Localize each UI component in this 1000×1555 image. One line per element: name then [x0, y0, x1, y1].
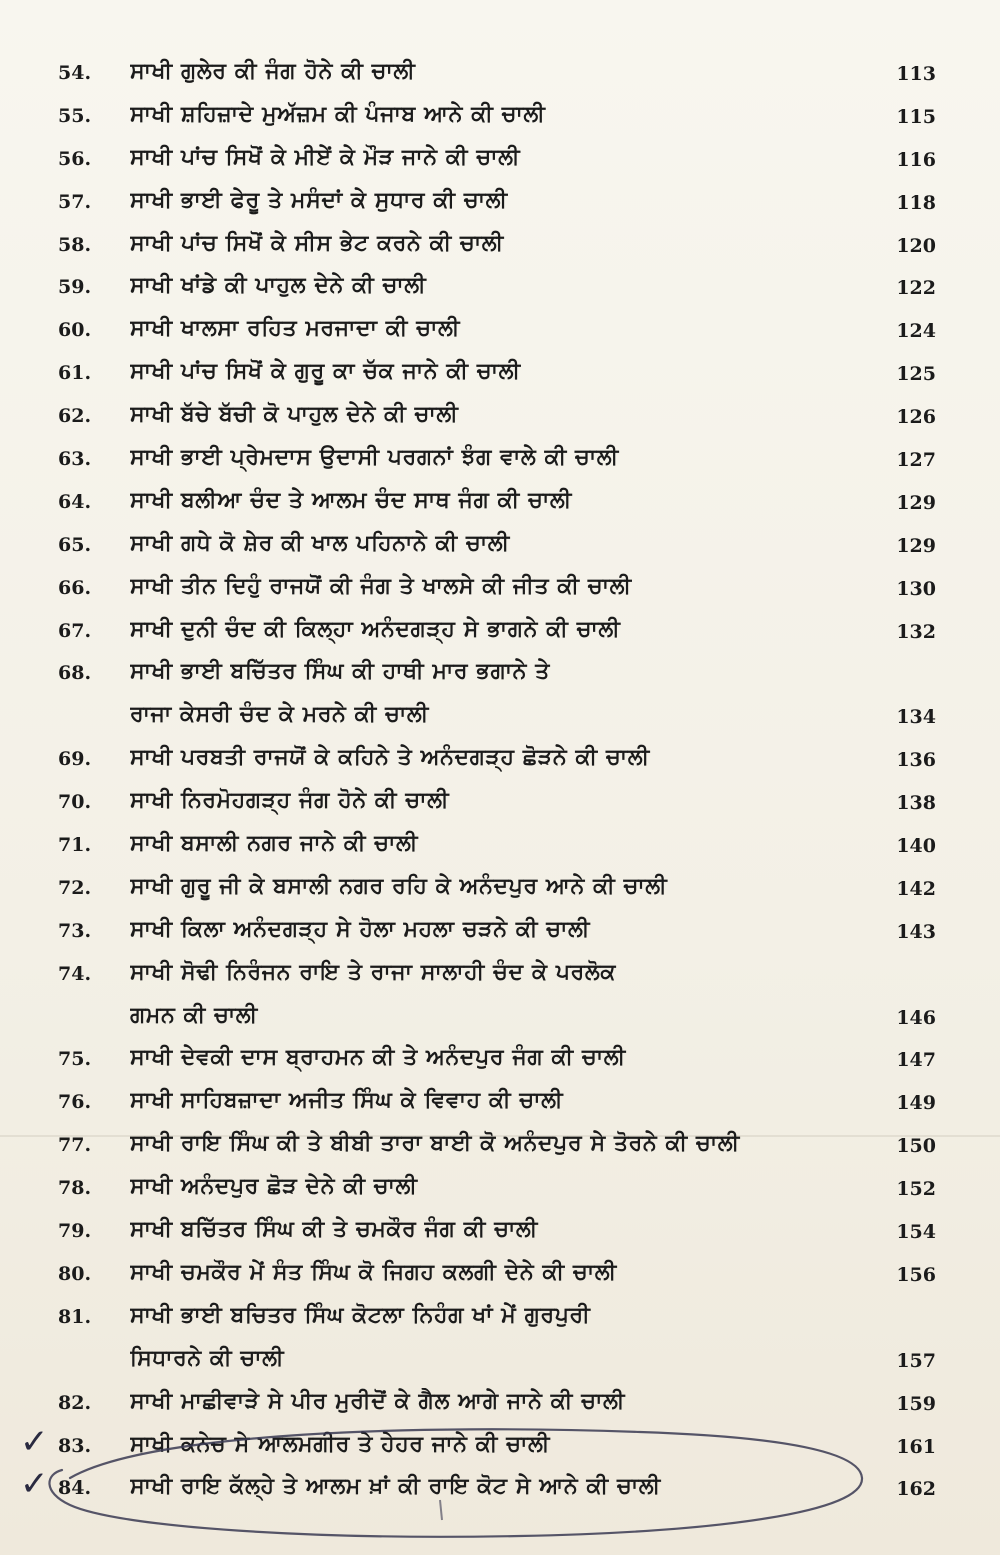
entry-page-number: 146 — [896, 1006, 936, 1029]
entry-number: 61. — [58, 362, 92, 385]
entry-number: 65. — [58, 533, 92, 556]
entry-number: 75. — [58, 1048, 92, 1071]
entry-page-number: 150 — [896, 1135, 936, 1158]
entry-title: ਸਾਖੀ ਚਮਕੌਰ ਮੇਂ ਸੰਤ ਸਿੰਘ ਕੋ ਜਿਗਹ ਕਲਗੀ ਦੇਨੇ ਕੀ ਚਾਲੀ — [130, 1259, 617, 1285]
toc-entry — [0, 652, 1000, 738]
entry-page-number: 126 — [896, 406, 936, 429]
entry-title: ਸਾਖੀ ਪਰਬਤੀ ਰਾਜਯੋਂ ਕੇ ਕਹਿਨੇ ਤੇ ਅਨੰਦਗੜ੍ਹ ਛੋੜਨੇ ਕੀ ਚਾਲੀ — [130, 745, 650, 771]
entry-number: 71. — [58, 834, 92, 857]
entry-title: ਸਾਖੀ ਬੱਚੇ ਬੱਚੀ ਕੋ ਪਾਹੁਲ ਦੇਨੇ ਕੀ ਚਾਲੀ — [130, 402, 459, 428]
entry-title: ਸਾਖੀ ਰਾਇ ਸਿੰਘ ਕੀ ਤੇ ਬੀਬੀ ਤਾਰਾ ਬਾਈ ਕੋ ਅਨੰਦਪੁਰ ਸੇ ਤੋਰਨੇ ਕੀ ਚਾਲੀ — [130, 1131, 740, 1157]
entry-number: 77. — [58, 1134, 92, 1157]
entry-page-number: 124 — [896, 320, 936, 343]
toc-entry-line — [0, 738, 1000, 781]
entry-title: ਸਾਖੀ ਖਾਂਡੇ ਕੀ ਪਾਹੁਲ ਦੇਨੇ ਕੀ ਚਾਲੀ — [130, 273, 427, 299]
entry-page-number: 116 — [896, 148, 936, 171]
entry-number: 84. — [58, 1477, 92, 1500]
entry-page-number: 140 — [896, 835, 936, 858]
entry-number: 66. — [58, 576, 92, 599]
toc-entry-line — [0, 95, 1000, 138]
entry-number: 69. — [58, 748, 92, 771]
entry-page-number: 142 — [896, 877, 936, 900]
toc-entry — [0, 1081, 1000, 1124]
toc-entry-line — [0, 1167, 1000, 1210]
toc-entry — [0, 395, 1000, 438]
entry-page-number: 147 — [896, 1049, 936, 1072]
toc-entry — [0, 481, 1000, 524]
entry-title: ਸਾਖੀ ਬਲੀਆ ਚੰਦ ਤੇ ਆਲਮ ਚੰਦ ਸਾਥ ਜੰਗ ਕੀ ਚਾਲੀ — [130, 487, 572, 513]
toc-entry-line — [0, 524, 1000, 567]
entry-page-number: 138 — [896, 792, 936, 815]
toc-entry-line — [0, 52, 1000, 95]
entry-title: ਸਾਖੀ ਗੁਰੂ ਜੀ ਕੇ ਬਸਾਲੀ ਨਗਰ ਰਹਿ ਕੇ ਅਨੰਦਪੁਰ ਆਨੇ ਕੀ ਚਾਲੀ — [130, 873, 668, 899]
entry-title: ਸਾਖੀ ਗੁਲੇਰ ਕੀ ਜੰਗ ਹੋਨੇ ਕੀ ਚਾਲੀ — [130, 59, 416, 84]
toc-entry-line — [0, 1253, 1000, 1296]
entry-number: 55. — [58, 104, 92, 127]
entry-number: 72. — [58, 876, 92, 899]
entry-number: 59. — [58, 276, 92, 299]
handwritten-check-icon: ✓ — [20, 1421, 49, 1462]
toc-entry — [0, 738, 1000, 781]
entry-title: ਸਾਖੀ ਅਨੰਦਪੁਰ ਛੋੜ ਦੇਨੇ ਕੀ ਚਾਲੀ — [130, 1174, 418, 1200]
toc-entry-line — [0, 1124, 1000, 1167]
toc-entry-line — [0, 567, 1000, 610]
entry-title: ਸਾਖੀ ਕਨੇਚ ਸੇ ਆਲਮਗੀਰ ਤੇ ਹੇਹਰ ਜਾਨੇ ਕੀ ਚਾਲੀ — [130, 1431, 551, 1457]
toc-entry-line — [0, 224, 1000, 267]
entry-number: 80. — [58, 1262, 92, 1285]
toc-entry-line — [0, 438, 1000, 481]
entry-page-number: 132 — [896, 620, 936, 643]
entry-number: 79. — [58, 1220, 92, 1243]
entry-title: ਰਾਜਾ ਕੇਸਰੀ ਚੰਦ ਕੇ ਮਰਨੇ ਕੀ ਚਾਲੀ — [130, 702, 429, 728]
entry-title: ਸਾਖੀ ਗਧੇ ਕੋ ਸ਼ੇਰ ਕੀ ਖਾਲ ਪਹਿਨਾਨੇ ਕੀ ਚਾਲੀ — [130, 530, 510, 556]
toc-entry — [0, 524, 1000, 567]
entry-title: ਸਾਖੀ ਨਿਰਮੋਹਗੜ੍ਹ ਜੰਗ ਹੋਨੇ ਕੀ ਚਾਲੀ — [130, 788, 450, 814]
toc-entry-line — [0, 1339, 1000, 1382]
entry-number: 78. — [58, 1177, 92, 1200]
entry-page-number: 115 — [896, 105, 936, 128]
entry-page-number: 113 — [896, 63, 936, 85]
toc-entry — [0, 953, 1000, 1039]
toc-entry-line — [0, 652, 1000, 695]
entry-number: 57. — [58, 190, 92, 213]
entry-title: ਸਾਖੀ ਦੁਨੀ ਚੰਦ ਕੀ ਕਿਲ੍ਹਾ ਅਨੰਦਗੜ੍ਹ ਸੇ ਭਾਗਨੇ ਕੀ ਚਾਲੀ — [130, 616, 621, 642]
entry-title: ਗਮਨ ਕੀ ਚਾਲੀ — [130, 1002, 258, 1028]
entry-number: 54. — [58, 62, 92, 84]
entry-number: 58. — [58, 233, 92, 256]
entry-title: ਸਾਖੀ ਬਚਿੱਤਰ ਸਿੰਘ ਕੀ ਤੇ ਚਮਕੌਰ ਜੰਗ ਕੀ ਚਾਲੀ — [130, 1217, 539, 1243]
entry-title: ਸਾਖੀ ਮਾਛੀਵਾੜੇ ਸੇ ਪੀਰ ਮੁਰੀਦੋਂ ਕੇ ਗੈਲ ਆਗੇ ਜਾਨੇ ਕੀ ਚਾਲੀ — [130, 1388, 626, 1414]
entry-title: ਸਾਖੀ ਬਸਾਲੀ ਨਗਰ ਜਾਨੇ ਕੀ ਚਾਲੀ — [130, 831, 419, 857]
entry-number: 82. — [58, 1391, 92, 1414]
toc-entry-line — [0, 181, 1000, 224]
entry-title: ਸਾਖੀ ਦੇਵਕੀ ਦਾਸ ਬ੍ਰਾਹਮਨ ਕੀ ਤੇ ਅਨੰਦਪੁਰ ਜੰਗ ਕੀ ਚਾਲੀ — [130, 1045, 626, 1071]
entry-title: ਸਾਖੀ ਭਾਈ ਪ੍ਰੇਮਦਾਸ ਉਦਾਸੀ ਪਰਗਨਾਂ ਝੰਗ ਵਾਲੇ ਕੀ ਚਾਲੀ — [130, 445, 619, 471]
toc-entry-line — [0, 867, 1000, 910]
entry-number: 73. — [58, 919, 92, 942]
handwritten-check-icon: ✓ — [20, 1464, 49, 1505]
entry-number: 81. — [58, 1305, 92, 1328]
entry-title: ਸਾਖੀ ਭਾਈ ਬਚਿਤਰ ਸਿੰਘ ਕੋਟਲਾ ਨਿਹੰਗ ਖਾਂ ਮੇਂ ਗੁਰਪੁਰੀ — [130, 1302, 591, 1328]
entry-number: 67. — [58, 619, 92, 642]
entry-page-number: 120 — [896, 234, 936, 257]
entry-page-number: 130 — [896, 577, 936, 600]
toc-entry — [0, 438, 1000, 481]
entry-title: ਸਾਖੀ ਸੋਢੀ ਨਿਰੰਜਨ ਰਾਇ ਤੇ ਰਾਜਾ ਸਾਲਾਹੀ ਚੰਦ ਕੇ ਪਰਲੋਕ — [130, 959, 616, 985]
entry-title: ਸਿਧਾਰਨੇ ਕੀ ਚਾਲੀ — [130, 1345, 285, 1371]
toc-entry — [0, 567, 1000, 610]
entry-title: ਸਾਖੀ ਸ਼ਹਿਜ਼ਾਦੇ ਮੁਅੱਜ਼ਮ ਕੀ ਪੰਜਾਬ ਆਨੇ ਕੀ ਚਾਲੀ — [130, 101, 546, 127]
entry-title: ਸਾਖੀ ਤੀਨ ਦਿਹੁੰ ਰਾਜਯੋਂ ਕੀ ਜੰਗ ਤੇ ਖਾਲਸੇ ਕੀ ਜੀਤ ਕੀ ਚਾਲੀ — [130, 573, 632, 599]
entry-title: ਸਾਖੀ ਪਾਂਚ ਸਿਖੋਂ ਕੇ ਗੁਰੂ ਕਾ ਚੱਕ ਜਾਨੇ ਕੀ ਚਾਲੀ — [130, 359, 521, 385]
entry-page-number: 129 — [896, 534, 936, 557]
toc-entry-line — [0, 481, 1000, 524]
entry-number: 70. — [58, 791, 92, 814]
toc-entry — [0, 1296, 1000, 1382]
toc-entry-line — [0, 1382, 1000, 1425]
toc-entry-line — [0, 1081, 1000, 1124]
entry-number: 74. — [58, 962, 92, 985]
toc-entry-line — [0, 1421, 1000, 1468]
entry-page-number: 152 — [896, 1178, 936, 1201]
toc-entry — [0, 1382, 1000, 1425]
toc-entry-line — [0, 1210, 1000, 1253]
entry-page-number: 129 — [896, 491, 936, 514]
toc-entry — [0, 266, 1000, 309]
toc-entry-line — [0, 1464, 1000, 1510]
toc-entry — [0, 824, 1000, 867]
toc-entry — [0, 1253, 1000, 1296]
entry-title: ਸਾਖੀ ਕਿਲਾ ਅਨੰਦਗੜ੍ਹ ਸੇ ਹੋਲਾ ਮਹਲਾ ਚੜਨੇ ਕੀ ਚਾਲੀ — [130, 916, 591, 942]
toc-entry — [0, 1038, 1000, 1081]
entry-page-number: 127 — [896, 449, 936, 472]
entry-title: ਸਾਖੀ ਭਾਈ ਫੇਰੂ ਤੇ ਮਸੰਦਾਂ ਕੇ ਸੁਧਾਰ ਕੀ ਚਾਲੀ — [130, 187, 508, 213]
toc-entry — [0, 1464, 1000, 1510]
entry-title: ਸਾਖੀ ਸਾਹਿਬਜ਼ਾਦਾ ਅਜੀਤ ਸਿੰਘ ਕੇ ਵਿਵਾਹ ਕੀ ਚਾਲੀ — [130, 1088, 564, 1114]
entry-page-number: 122 — [896, 277, 936, 300]
entry-page-number: 156 — [896, 1263, 936, 1286]
entry-number: 68. — [58, 662, 92, 685]
toc-entry — [0, 867, 1000, 910]
entry-title: ਸਾਖੀ ਪਾਂਚ ਸਿਖੋਂ ਕੇ ਮੀਏਂ ਕੇ ਮੌੜ ਜਾਨੇ ਕੀ ਚਾਲੀ — [130, 144, 521, 170]
toc-entry — [0, 352, 1000, 395]
toc-entry-line — [0, 610, 1000, 653]
toc-entry — [0, 181, 1000, 224]
entry-page-number: 162 — [896, 1478, 936, 1501]
toc-entry-line — [0, 781, 1000, 824]
toc-entry-line — [0, 395, 1000, 438]
toc-entry-line — [0, 996, 1000, 1039]
toc-entry-line — [0, 953, 1000, 996]
entry-number: 83. — [58, 1434, 92, 1457]
entry-title: ਸਾਖੀ ਭਾਈ ਬਚਿੱਤਰ ਸਿੰਘ ਕੀ ਹਾਥੀ ਮਾਰ ਭਗਾਨੇ ਤੇ — [130, 659, 550, 685]
entry-title: ਸਾਖੀ ਪਾਂਚ ਸਿਖੋਂ ਕੇ ਸੀਸ ਭੇਟ ਕਰਨੇ ਕੀ ਚਾਲੀ — [130, 230, 504, 256]
entry-number: 62. — [58, 405, 92, 428]
toc-entry-line — [0, 309, 1000, 352]
entry-page-number: 125 — [896, 363, 936, 386]
entry-page-number: 161 — [896, 1435, 936, 1458]
toc-entry-line — [0, 266, 1000, 309]
toc-entry — [0, 781, 1000, 824]
toc-entry — [0, 1421, 1000, 1468]
entry-page-number: 157 — [896, 1349, 936, 1372]
toc-entry-line — [0, 1038, 1000, 1081]
toc-entry — [0, 1210, 1000, 1253]
toc-entry — [0, 52, 1000, 95]
toc-entry — [0, 610, 1000, 653]
toc-entry-line — [0, 910, 1000, 953]
entry-number: 64. — [58, 490, 92, 513]
entry-page-number: 154 — [896, 1221, 936, 1244]
entry-title: ਸਾਖੀ ਰਾਇ ਕੱਲ੍ਹੇ ਤੇ ਆਲਮ ਖ਼ਾਂ ਕੀ ਰਾਇ ਕੋਟ ਸੇ ਆਨੇ ਕੀ ਚਾਲੀ — [130, 1474, 661, 1500]
toc-entry — [0, 224, 1000, 267]
table-of-contents — [0, 52, 1000, 1510]
entry-page-number: 136 — [896, 749, 936, 772]
entry-number: 63. — [58, 448, 92, 471]
entry-page-number: 118 — [896, 191, 936, 214]
toc-entry-line — [0, 824, 1000, 867]
toc-entry — [0, 309, 1000, 352]
entry-page-number: 143 — [896, 920, 936, 943]
entry-number: 76. — [58, 1091, 92, 1114]
entry-title: ਸਾਖੀ ਖਾਲਸਾ ਰਹਿਤ ਮਰਜਾਦਾ ਕੀ ਚਾਲੀ — [130, 316, 461, 342]
entry-page-number: 159 — [896, 1392, 936, 1415]
toc-entry — [0, 138, 1000, 181]
entry-page-number: 134 — [896, 706, 936, 729]
entry-number: 60. — [58, 319, 92, 342]
toc-entry-line — [0, 352, 1000, 395]
entry-page-number: 149 — [896, 1092, 936, 1115]
entry-number: 56. — [58, 147, 92, 170]
toc-entry — [0, 910, 1000, 953]
toc-entry-line — [0, 1296, 1000, 1339]
toc-entry-line — [0, 138, 1000, 181]
toc-entry-line — [0, 695, 1000, 738]
toc-entry — [0, 95, 1000, 138]
toc-entry — [0, 1124, 1000, 1167]
toc-entry — [0, 1167, 1000, 1210]
